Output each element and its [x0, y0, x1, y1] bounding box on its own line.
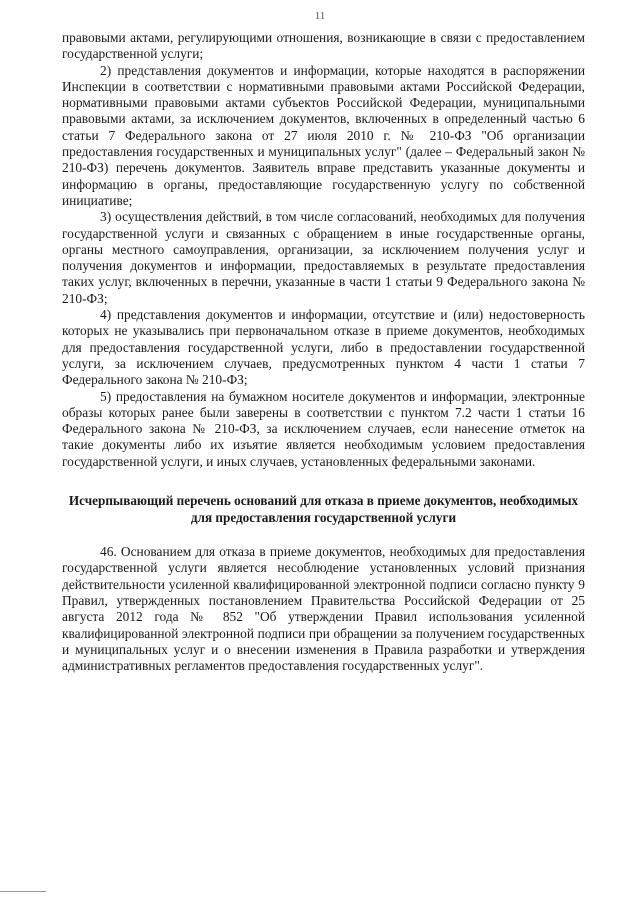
paragraph-item-5: 5) предоставления на бумажном носителе документов и информации, электронные образы которых ранее были заверены в соответствии с пунктом 7.2 части 1 статьи 16 Федерального закона № 210-ФЗ, за исключением случаев, если нанесение отметок на такие документы либо их изъятие является необходимым условием предоставления государственной услуги, и иных случаев, установленных федеральными законами.	[62, 388, 585, 469]
paragraph-continuation: правовыми актами, регулирующими отношения, возникающие в связи с предоставлением государственной услуги;	[62, 30, 585, 62]
paragraph-item-4: 4) представления документов и информации, отсутствие и (или) недостоверность которых не указывались при первоначальном отказе в приеме документов, необходимых для предоставления государственной услуги, либо в предоставлении государственной услуги, за исключением случаев, предусмотренных пунктом 4 части 1 статьи 7 Федерального закона № 210-ФЗ;	[62, 307, 585, 388]
page-number: 11	[314, 10, 326, 22]
section-heading: Исчерпывающий перечень оснований для отказа в приеме документов, необходимых для предоставления государственной услуги	[68, 493, 579, 526]
paragraph-item-2: 2) представления документов и информации, которые находятся в распоряжении Инспекции в соответствии с нормативными правовыми актами Российской Федерации, нормативными правовыми актами субъектов Российской Федерации, муниципальными правовыми актами, за исключением документов, включенных в определенный частью 6 статьи 7 Федерального закона от 27 июля 2010 г. № 210-ФЗ "Об организации предоставления государственных и муниципальных услуг" (далее – Федеральный закон № 210-ФЗ) перечень документов. Заявитель вправе представить указанные документы и информацию в органы, предоставляющие государственную услугу по собственной инициативе;	[62, 62, 585, 208]
paragraph-item-46: 46. Основанием для отказа в приеме документов, необходимых для предоставления государственной услуги является несоблюдение установленных условий признания действительности усиленной квалифицированной электронной подписи согласно пункту 9 Правил, утвержденных постановлением Правительства Российской Федерации от 25 августа 2012 года № 852 "Об утверждении Правил использования усиленной квалифицированной электронной подписи при обращении за получением государственных и муниципальных услуг и о внесении изменения в Правила разработки и утверждения административных регламентов предоставления государственных услуг".	[62, 544, 585, 674]
document-body	[62, 30, 585, 674]
paragraph-item-3: 3) осуществления действий, в том числе согласований, необходимых для получения государственной услуги и связанных с обращением в иные государственные органы, органы местного самоуправления, организации, за исключением получения услуг и получения документов и информации, предоставляемых в результате предоставления таких услуг, включенных в перечни, указанные в части 1 статьи 9 Федерального закона № 210-ФЗ;	[62, 209, 585, 306]
footer-divider	[0, 891, 46, 892]
